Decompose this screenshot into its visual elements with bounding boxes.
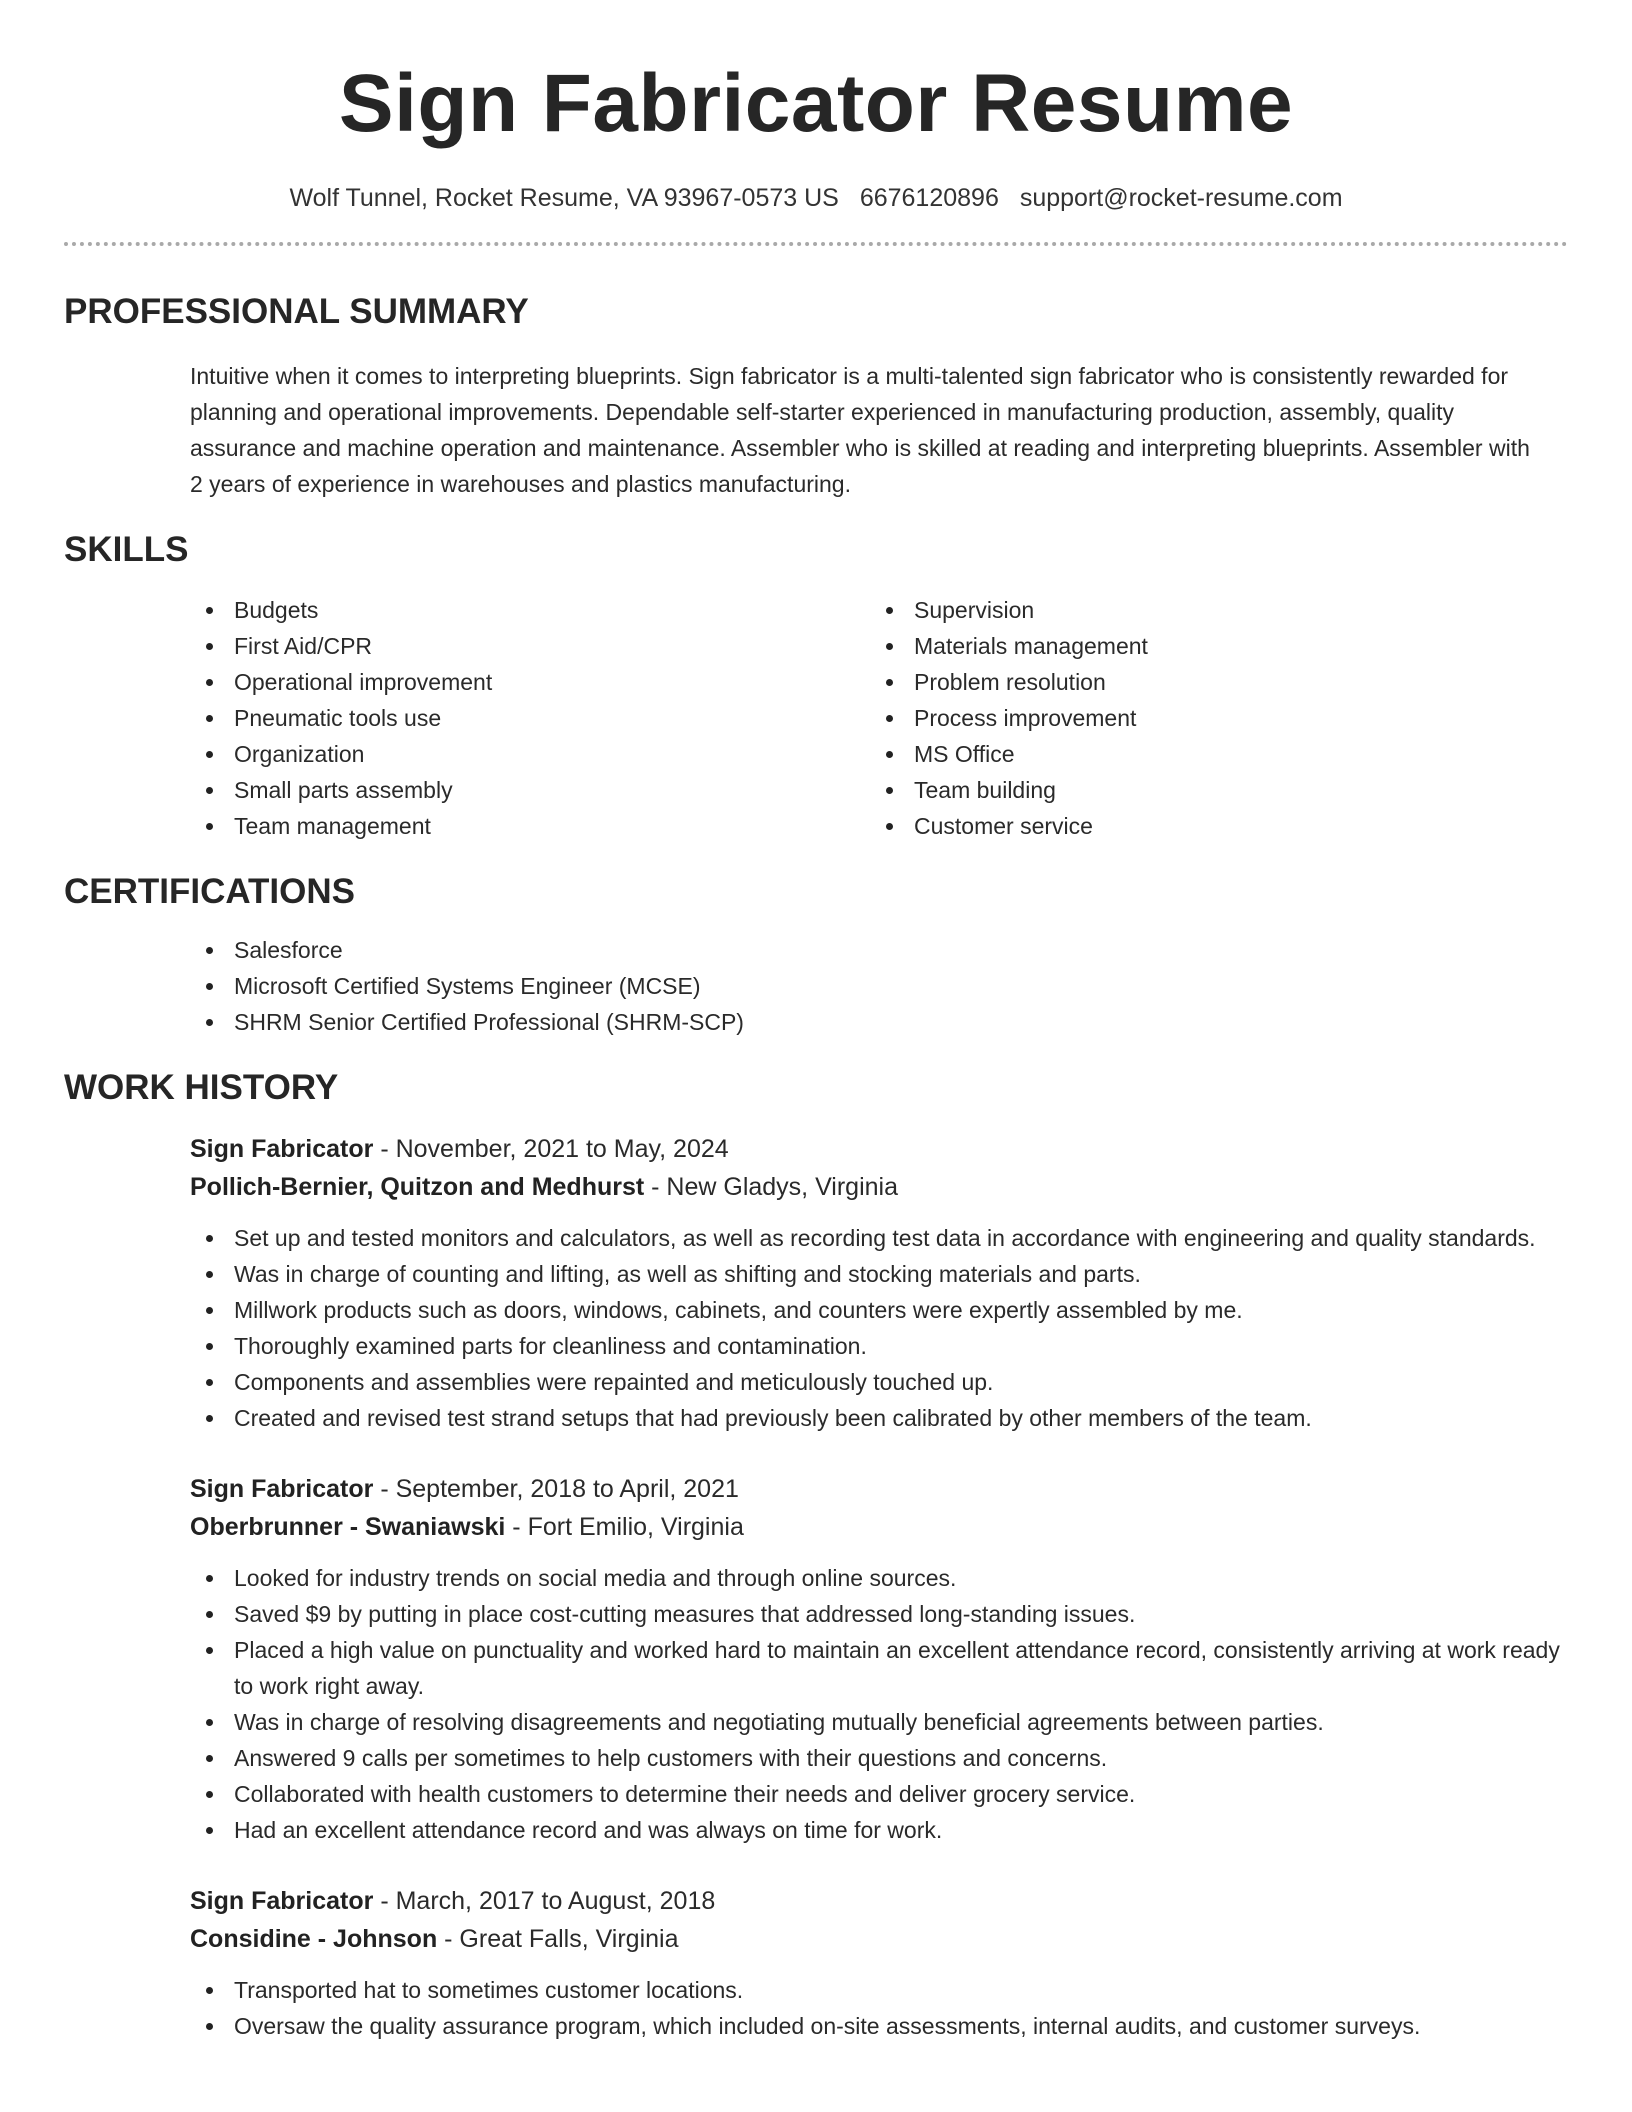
job-bullet: Transported hat to sometimes customer locations.	[190, 1972, 1568, 2008]
skill-item: Materials management	[870, 628, 1550, 664]
contact-line	[64, 182, 1568, 214]
job-bullet: Answered 9 calls per sometimes to help customers with their questions and concerns.	[190, 1740, 1568, 1776]
job-entry	[190, 1130, 1568, 1436]
job-bullet: Placed a high value on punctuality and worked hard to maintain an excellent attendance record, consistently arriving at work ready to work right away.	[190, 1632, 1568, 1704]
job-bullet: Millwork products such as doors, windows, cabinets, and counters were expertly assembled by me.	[190, 1292, 1568, 1328]
contact-email: support@rocket-resume.com	[1019, 184, 1343, 212]
skill-item: Operational improvement	[190, 664, 870, 700]
work-history-heading: WORK HISTORY	[64, 1068, 339, 1107]
certification-item: SHRM Senior Certified Professional (SHRM-SCP)	[190, 1004, 1568, 1040]
skill-item: First Aid/CPR	[190, 628, 870, 664]
job-bullet-list	[190, 1560, 1568, 1848]
job-company: Oberbrunner - Swaniawski	[190, 1513, 506, 1541]
job-bullet-list	[190, 1972, 1568, 2044]
job-company-line	[190, 1508, 1568, 1546]
job-bullet-list	[190, 1220, 1568, 1436]
job-dates: - November, 2021 to May, 2024	[373, 1135, 729, 1163]
job-title: Sign Fabricator	[190, 1475, 374, 1503]
job-company-line	[190, 1168, 1568, 1206]
summary-heading: PROFESSIONAL SUMMARY	[64, 292, 529, 331]
job-company: Considine - Johnson	[190, 1925, 438, 1953]
job-bullet: Set up and tested monitors and calculators, as well as recording test data in accordance with engineering and quality standards.	[190, 1220, 1568, 1256]
certifications-heading: CERTIFICATIONS	[64, 872, 356, 911]
skill-item: Pneumatic tools use	[190, 700, 870, 736]
skill-item: Organization	[190, 736, 870, 772]
skill-item: Small parts assembly	[190, 772, 870, 808]
job-bullet: Collaborated with health customers to determine their needs and deliver grocery service.	[190, 1776, 1568, 1812]
job-bullet: Created and revised test strand setups that had previously been calibrated by other members of the team.	[190, 1400, 1568, 1436]
job-title-line	[190, 1130, 1568, 1168]
skill-item: Budgets	[190, 592, 870, 628]
job-company-line	[190, 1920, 1568, 1958]
certifications-list	[190, 932, 1568, 1040]
job-dates: - March, 2017 to August, 2018	[373, 1887, 716, 1915]
job-bullet: Components and assemblies were repainted and meticulously touched up.	[190, 1364, 1568, 1400]
job-title: Sign Fabricator	[190, 1887, 374, 1915]
contact-phone: 6676120896	[859, 184, 999, 212]
job-bullet: Oversaw the quality assurance program, which included on-site assessments, internal audits, and customer surveys.	[190, 2008, 1568, 2044]
job-location: - Fort Emilio, Virginia	[505, 1513, 744, 1541]
skills-left-list	[190, 592, 870, 844]
contact-address: Wolf Tunnel, Rocket Resume, VA 93967-0573 US	[289, 184, 839, 212]
job-company: Pollich-Bernier, Quitzon and Medhurst	[190, 1173, 645, 1201]
job-dates: - September, 2018 to April, 2021	[373, 1475, 739, 1503]
job-entry	[190, 1882, 1568, 2044]
resume-title: Sign Fabricator Resume	[338, 58, 1294, 149]
skills-heading: SKILLS	[64, 530, 189, 569]
skill-item: MS Office	[870, 736, 1550, 772]
job-entry	[190, 1470, 1568, 1848]
job-location: - Great Falls, Virginia	[437, 1925, 679, 1953]
certification-item: Microsoft Certified Systems Engineer (MCSE)	[190, 968, 1568, 1004]
skill-item: Process improvement	[870, 700, 1550, 736]
skill-item: Supervision	[870, 592, 1550, 628]
job-bullet: Was in charge of counting and lifting, as well as shifting and stocking materials and parts.	[190, 1256, 1568, 1292]
job-bullet: Was in charge of resolving disagreements and negotiating mutually beneficial agreements between parties.	[190, 1704, 1568, 1740]
skill-item: Team management	[190, 808, 870, 844]
certification-item: Salesforce	[190, 932, 1568, 968]
job-bullet: Had an excellent attendance record and was always on time for work.	[190, 1812, 1568, 1848]
header-divider	[64, 242, 1568, 246]
summary-text: Intuitive when it comes to interpreting blueprints. Sign fabricator is a multi-talented sign fabricator who is consistently rewarded for planning and operational improvements. Dependable self-starter experienced in manufacturing production, assembly, quality assurance and machine operation and maintenance. Assembler who is skilled at reading and interpreting blueprints. Assembler with 2 years of experience in warehouses and plastics manufacturing.	[190, 363, 1530, 497]
skill-item: Customer service	[870, 808, 1550, 844]
skills-right-list	[870, 592, 1550, 844]
skill-item: Problem resolution	[870, 664, 1550, 700]
job-bullet: Saved $9 by putting in place cost-cutting measures that addressed long-standing issues.	[190, 1596, 1568, 1632]
job-title-line	[190, 1882, 1568, 1920]
job-title: Sign Fabricator	[190, 1135, 374, 1163]
resume-page	[64, 0, 1568, 2044]
job-bullet: Looked for industry trends on social media and through online sources.	[190, 1560, 1568, 1596]
job-location: - New Gladys, Virginia	[644, 1173, 898, 1201]
job-bullet: Thoroughly examined parts for cleanliness and contamination.	[190, 1328, 1568, 1364]
job-title-line	[190, 1470, 1568, 1508]
skills-grid	[190, 592, 1568, 844]
skill-item: Team building	[870, 772, 1550, 808]
